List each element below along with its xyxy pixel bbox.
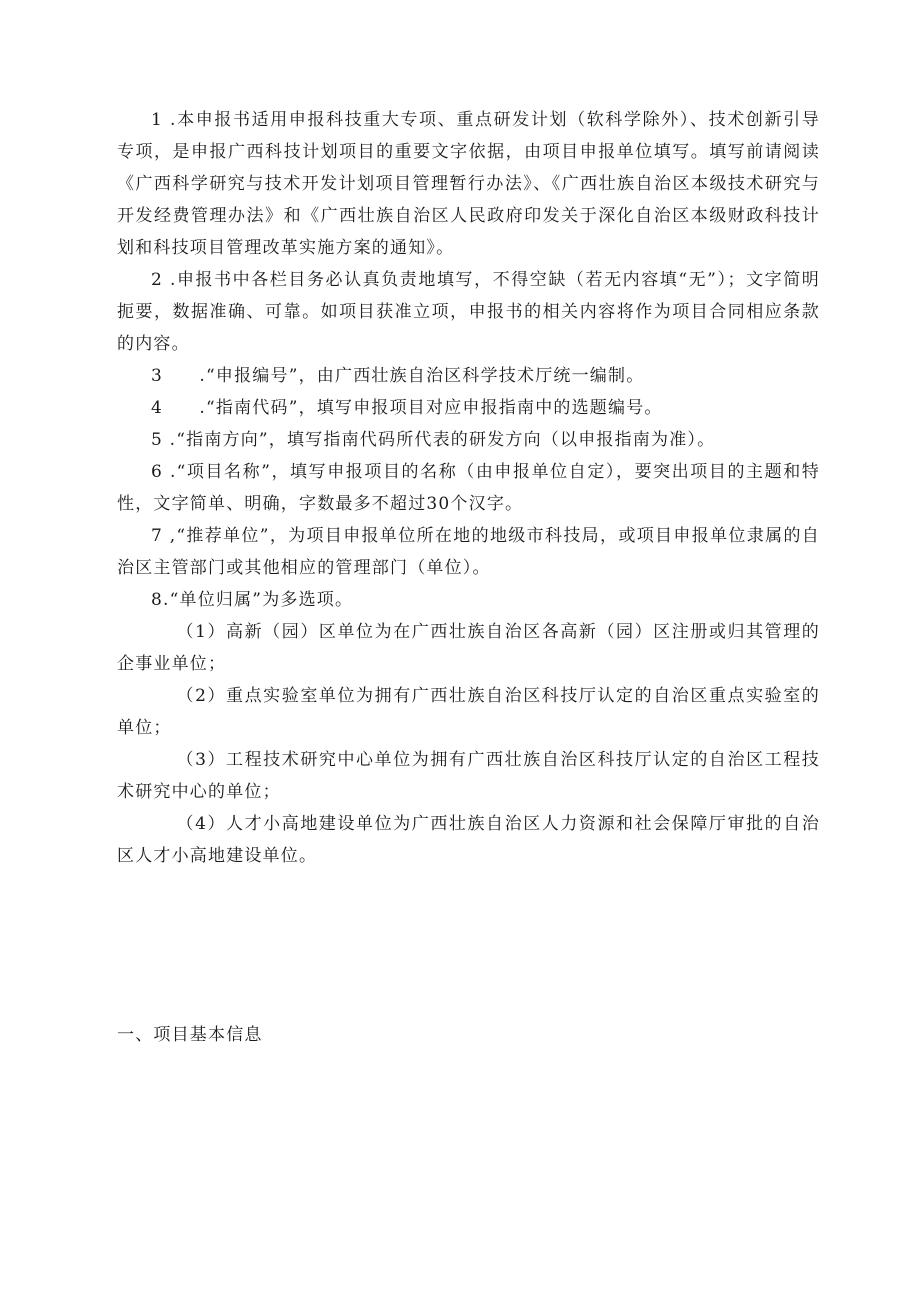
instruction-3: 3 .“申报编号”，由广西壮族自治区科学技术厅统一编制。 — [151, 366, 645, 386]
sub-item-1: （1）高新（园）区单位为在广西壮族自治区各高新（园）区注册或归其管理的企事业单位； — [117, 622, 820, 674]
section-heading: 一、项目基本信息 — [117, 1025, 263, 1045]
instruction-7: 7 ,“推荐单位”，为项目申报单位所在地的地级市科技局，或项目申报单位隶属的自治区主管部门或其他相应的管理部门（单位）。 — [117, 526, 820, 578]
instruction-8: 8.“单位归属”为多选项。 — [151, 590, 354, 610]
instruction-6: 6 .“项目名称”，填写申报项目的名称（由申报单位自定），要突出项目的主题和特性，文字简单、明确，字数最多不超过30个汉字。 — [117, 462, 820, 514]
instruction-4: 4 .“指南代码”，填写申报项目对应申报指南中的选题编号。 — [151, 398, 663, 418]
instruction-2: 2 .申报书中各栏目务必认真负责地填写，不得空缺（若无内容填“无”）；文字简明扼要，数据准确、可靠。如项目获准立项，申报书的相关内容将作为项目合同相应条款的内容。 — [117, 270, 820, 354]
instructions-block — [117, 104, 820, 872]
instruction-5: 5 .“指南方向”，填写指南代码所代表的研发方向（以申报指南为准）。 — [151, 430, 716, 450]
sub-item-2: （2）重点实验室单位为拥有广西壮族自治区科技厅认定的自治区重点实验室的单位； — [117, 686, 820, 738]
sub-item-4: （4）人才小高地建设单位为广西壮族自治区人力资源和社会保障厅审批的自治区人才小高地建设单位。 — [117, 814, 820, 866]
instruction-1: 1 .本申报书适用申报科技重大专项、重点研发计划（软科学除外）、技术创新引导专项，是申报广西科技计划项目的重要文字依据，由项目申报单位填写。填写前请阅读《广西科学研究与技术开发计划项目管理暂行办法》、《广西壮族自治区本级技术研究与开发经费管理办法》和《广西壮族自治区人民政府印发关于深化自治区本级财政科技计划和科技项目管理改革实施方案的通知》。 — [117, 110, 820, 258]
sub-item-3: （3）工程技术研究中心单位为拥有广西壮族自治区科技厅认定的自治区工程技术研究中心的单位； — [117, 750, 820, 802]
